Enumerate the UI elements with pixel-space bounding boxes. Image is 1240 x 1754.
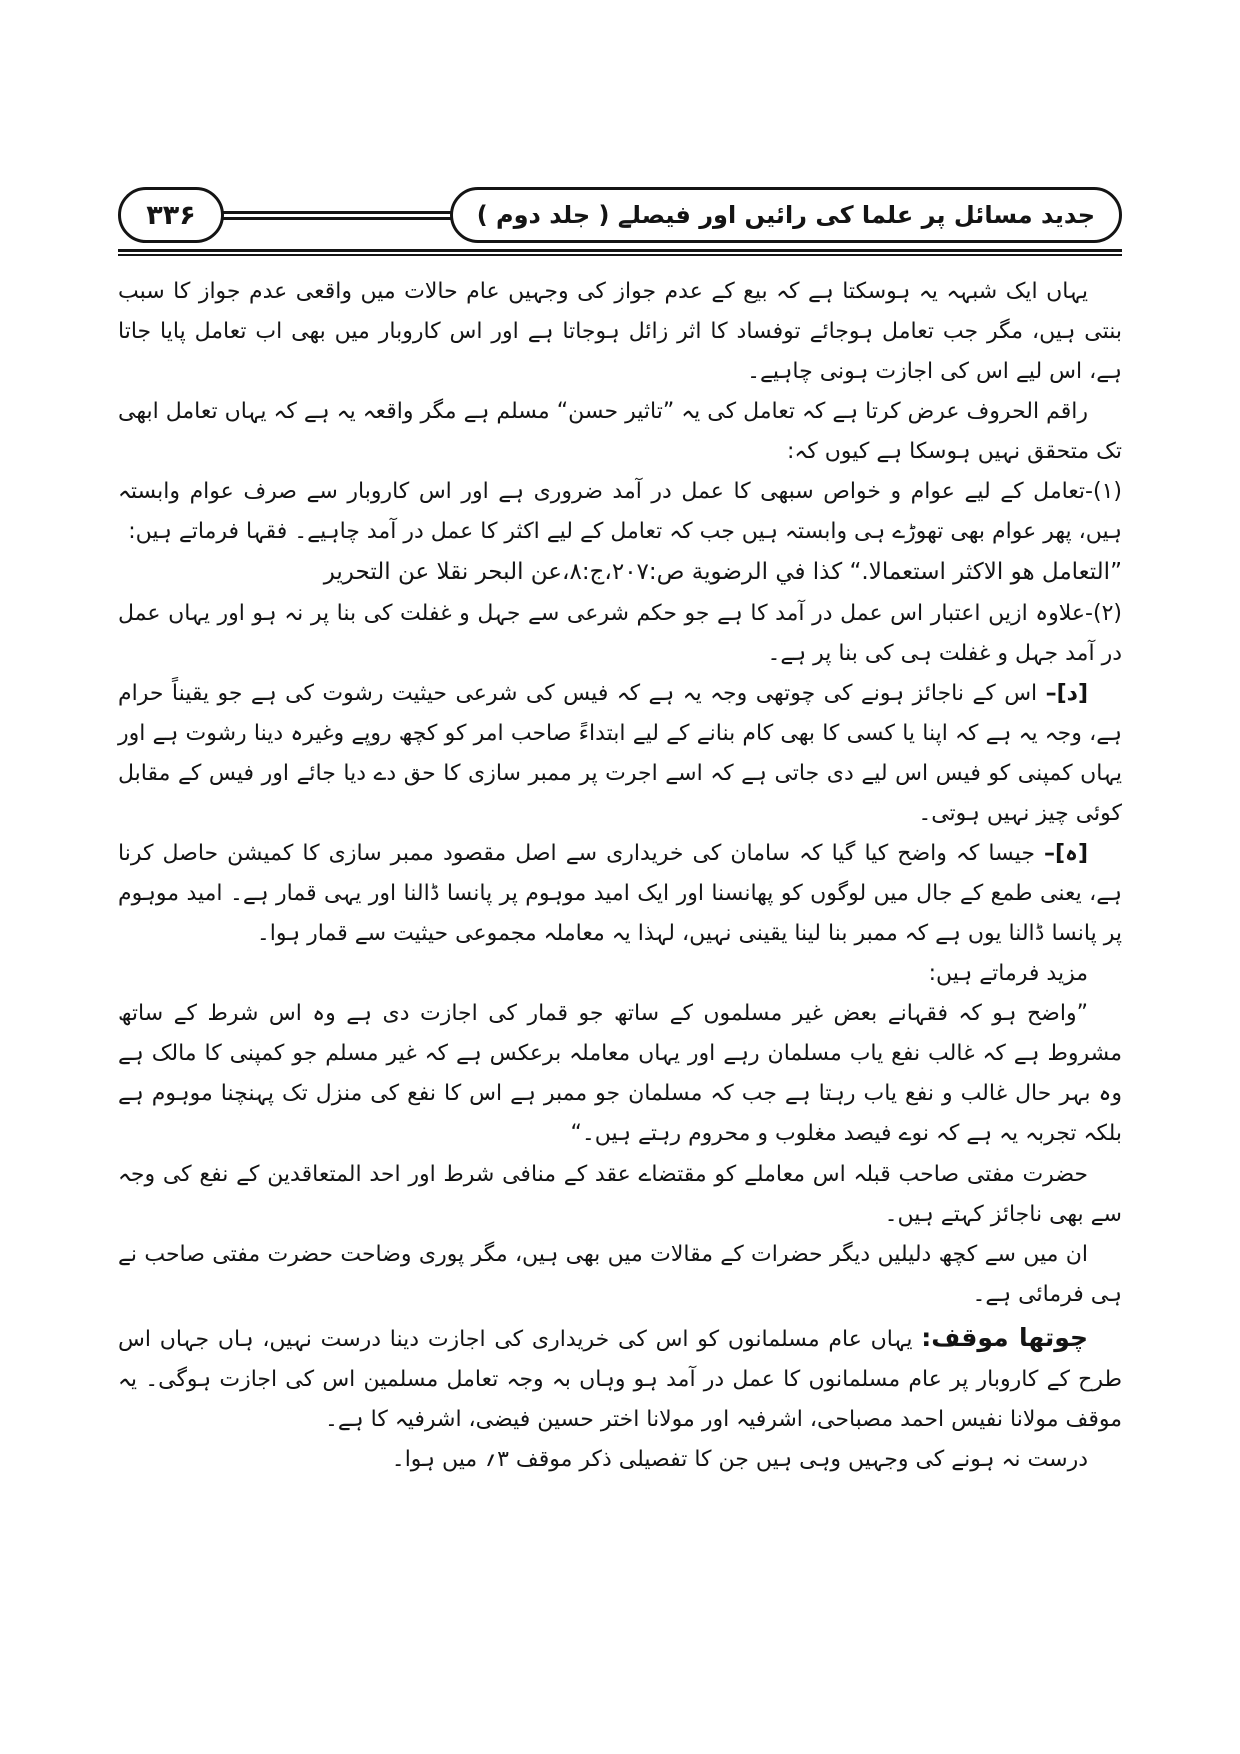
paragraph-lead-hay: [ہ]–: [1044, 841, 1088, 867]
page-number: ۳۳۶: [146, 199, 196, 231]
arabic-citation: ”التعامل هو الاكثر استعمالا.“ كذا في الرضوية ص:۲۰۷،ج:۸،عن البحر نقلا عن التحرير: [323, 559, 1122, 586]
paragraph: مزید فرماتے ہیں:: [928, 961, 1088, 987]
paragraph: (۱)-تعامل کے لیے عوام و خواص سبھی کا عمل در آمد ضروری ہے اور اس کاروبار سے صرف عوام وابستہ ہیں، پھر عوام بھی تھوڑے ہی وابستہ ہیں جب کہ تعامل کے لیے اکثر کا عمل در آمد چاہیے۔ فقہا فرماتے ہیں:: [118, 479, 1122, 545]
book-title: جدید مسائل پر علما کی رائیں اور فیصلے ( جلد دوم ): [476, 201, 1095, 229]
paragraph: راقم الحروف عرض کرتا ہے کہ تعامل کی یہ ”تاثیر حسن“ مسلم ہے مگر واقعہ یہ ہے کہ یہاں تعامل ابھی تک متحقق نہیں ہوسکا ہے کیوں کہ:: [118, 399, 1122, 465]
book-title-pill: [450, 187, 1122, 243]
paragraph-text: اس کے ناجائز ہونے کی چوتھی وجہ یہ ہے کہ فیس کی شرعی حیثیت رشوت کی ہے جو یقیناً حرام ہے، وجہ یہ ہے کہ اپنا یا کسی کا بھی کام بنانے کے لیے ابتداءً صاحب امر کو کچھ روپے وغیرہ دینا رشوت ہے اور یہاں کمپنی کو فیس اس لیے دی جاتی ہے کہ اسے اجرت پر ممبر سازی کا حق دے دیا جائے اور فیس کے مقابل کوئی چیز نہیں ہوتی۔: [118, 681, 1122, 827]
paragraph: [118, 1315, 1122, 1441]
paragraph: درست نہ ہونے کی وجہیں وہی ہیں جن کا تفصیلی ذکر موقف ۳؍ میں ہوا۔: [391, 1447, 1088, 1473]
paragraph-lead-daal: [د]–: [1045, 681, 1088, 707]
paragraph: یہاں ایک شبہہ یہ ہوسکتا ہے کہ بیع کے عدم جواز کی وجہیں عام حالات میں واقعی عدم جواز کا سبب بنتی ہیں، مگر جب تعامل ہوجائے توفساد کا اثر زائل ہوجاتا ہے اور اس کاروبار میں بھی اب تعامل پایا جاتا ہے، اس لیے اس کی اجازت ہونی چاہیے۔: [118, 279, 1122, 385]
page-body: [118, 272, 1122, 1480]
paragraph: ان میں سے کچھ دلیلیں دیگر حضرات کے مقالات میں بھی ہیں، مگر پوری وضاحت حضرت مفتی صاحب نے ہی فرمائی ہے۔: [118, 1241, 1122, 1307]
paragraph: (۲)-علاوہ ازیں اعتبار اس عمل در آمد کا ہے جو حکم شرعی سے جہل و غفلت کی بنا پر نہ ہو اور یہاں عمل در آمد جہل و غفلت ہی کی بنا پر ہے۔: [118, 601, 1122, 667]
paragraph: [118, 834, 1122, 954]
section-heading-fourth-position: چوتھا موقف:: [921, 1322, 1088, 1352]
header-divider-rule: [118, 249, 1122, 256]
paragraph: [118, 674, 1122, 834]
paragraph-text: یہاں عام مسلمانوں کو اس کی خریداری کی اجازت دینا درست نہیں، ہاں جہاں اس طرح کے کاروبار پر عام مسلمانوں کا عمل در آمد ہو وہاں بہ وجہ تعامل مسلمین اس کی اجازت ہوگی۔ یہ موقف مولانا نفیس احمد مصباحی، اشرفیہ اور مولانا اختر حسین فیضی، اشرفیہ کا ہے۔: [118, 1326, 1122, 1433]
header-connector-rule: [218, 211, 456, 220]
page-number-pill: [118, 187, 224, 243]
paragraph-text: جیسا کہ واضح کیا گیا کہ سامان کی خریداری سے اصل مقصود ممبر سازی کا کمیشن حاصل کرنا ہے، یعنی طمع کے جال میں لوگوں کو پھانسنا اور ایک امید موہوم پر پانسا ڈالنا اور یہی قمار ہے۔ امید موہوم پر پانسا ڈالنا یوں ہے کہ ممبر بنا لینا یقینی نہیں، لہذا یہ معاملہ مجموعی حیثیت سے قمار ہوا۔: [118, 841, 1122, 947]
page-header: [118, 186, 1122, 244]
paragraph: حضرت مفتی صاحب قبلہ اس معاملے کو مقتضاے عقد کے منافی شرط اور احد المتعاقدین کے نفع کی وجہ سے بھی ناجائز کہتے ہیں۔: [118, 1161, 1122, 1227]
quoted-paragraph: ”واضح ہو کہ فقہانے بعض غیر مسلموں کے ساتھ جو قمار کی اجازت دی ہے وہ اس شرط کے ساتھ مشروط ہے کہ غالب نفع یاب مسلمان رہے اور یہاں معاملہ برعکس ہے کہ غیر مسلم جو کمپنی کا مالک ہے وہ بہر حال غالب و نفع یاب رہتا ہے جب کہ مسلمان جو ممبر ہے اس کا نفع کی منزل تک پہنچنا موہوم ہے بلکہ تجربہ یہ ہے کہ نوے فیصد مغلوب و محروم رہتے ہیں۔“: [118, 1001, 1122, 1147]
